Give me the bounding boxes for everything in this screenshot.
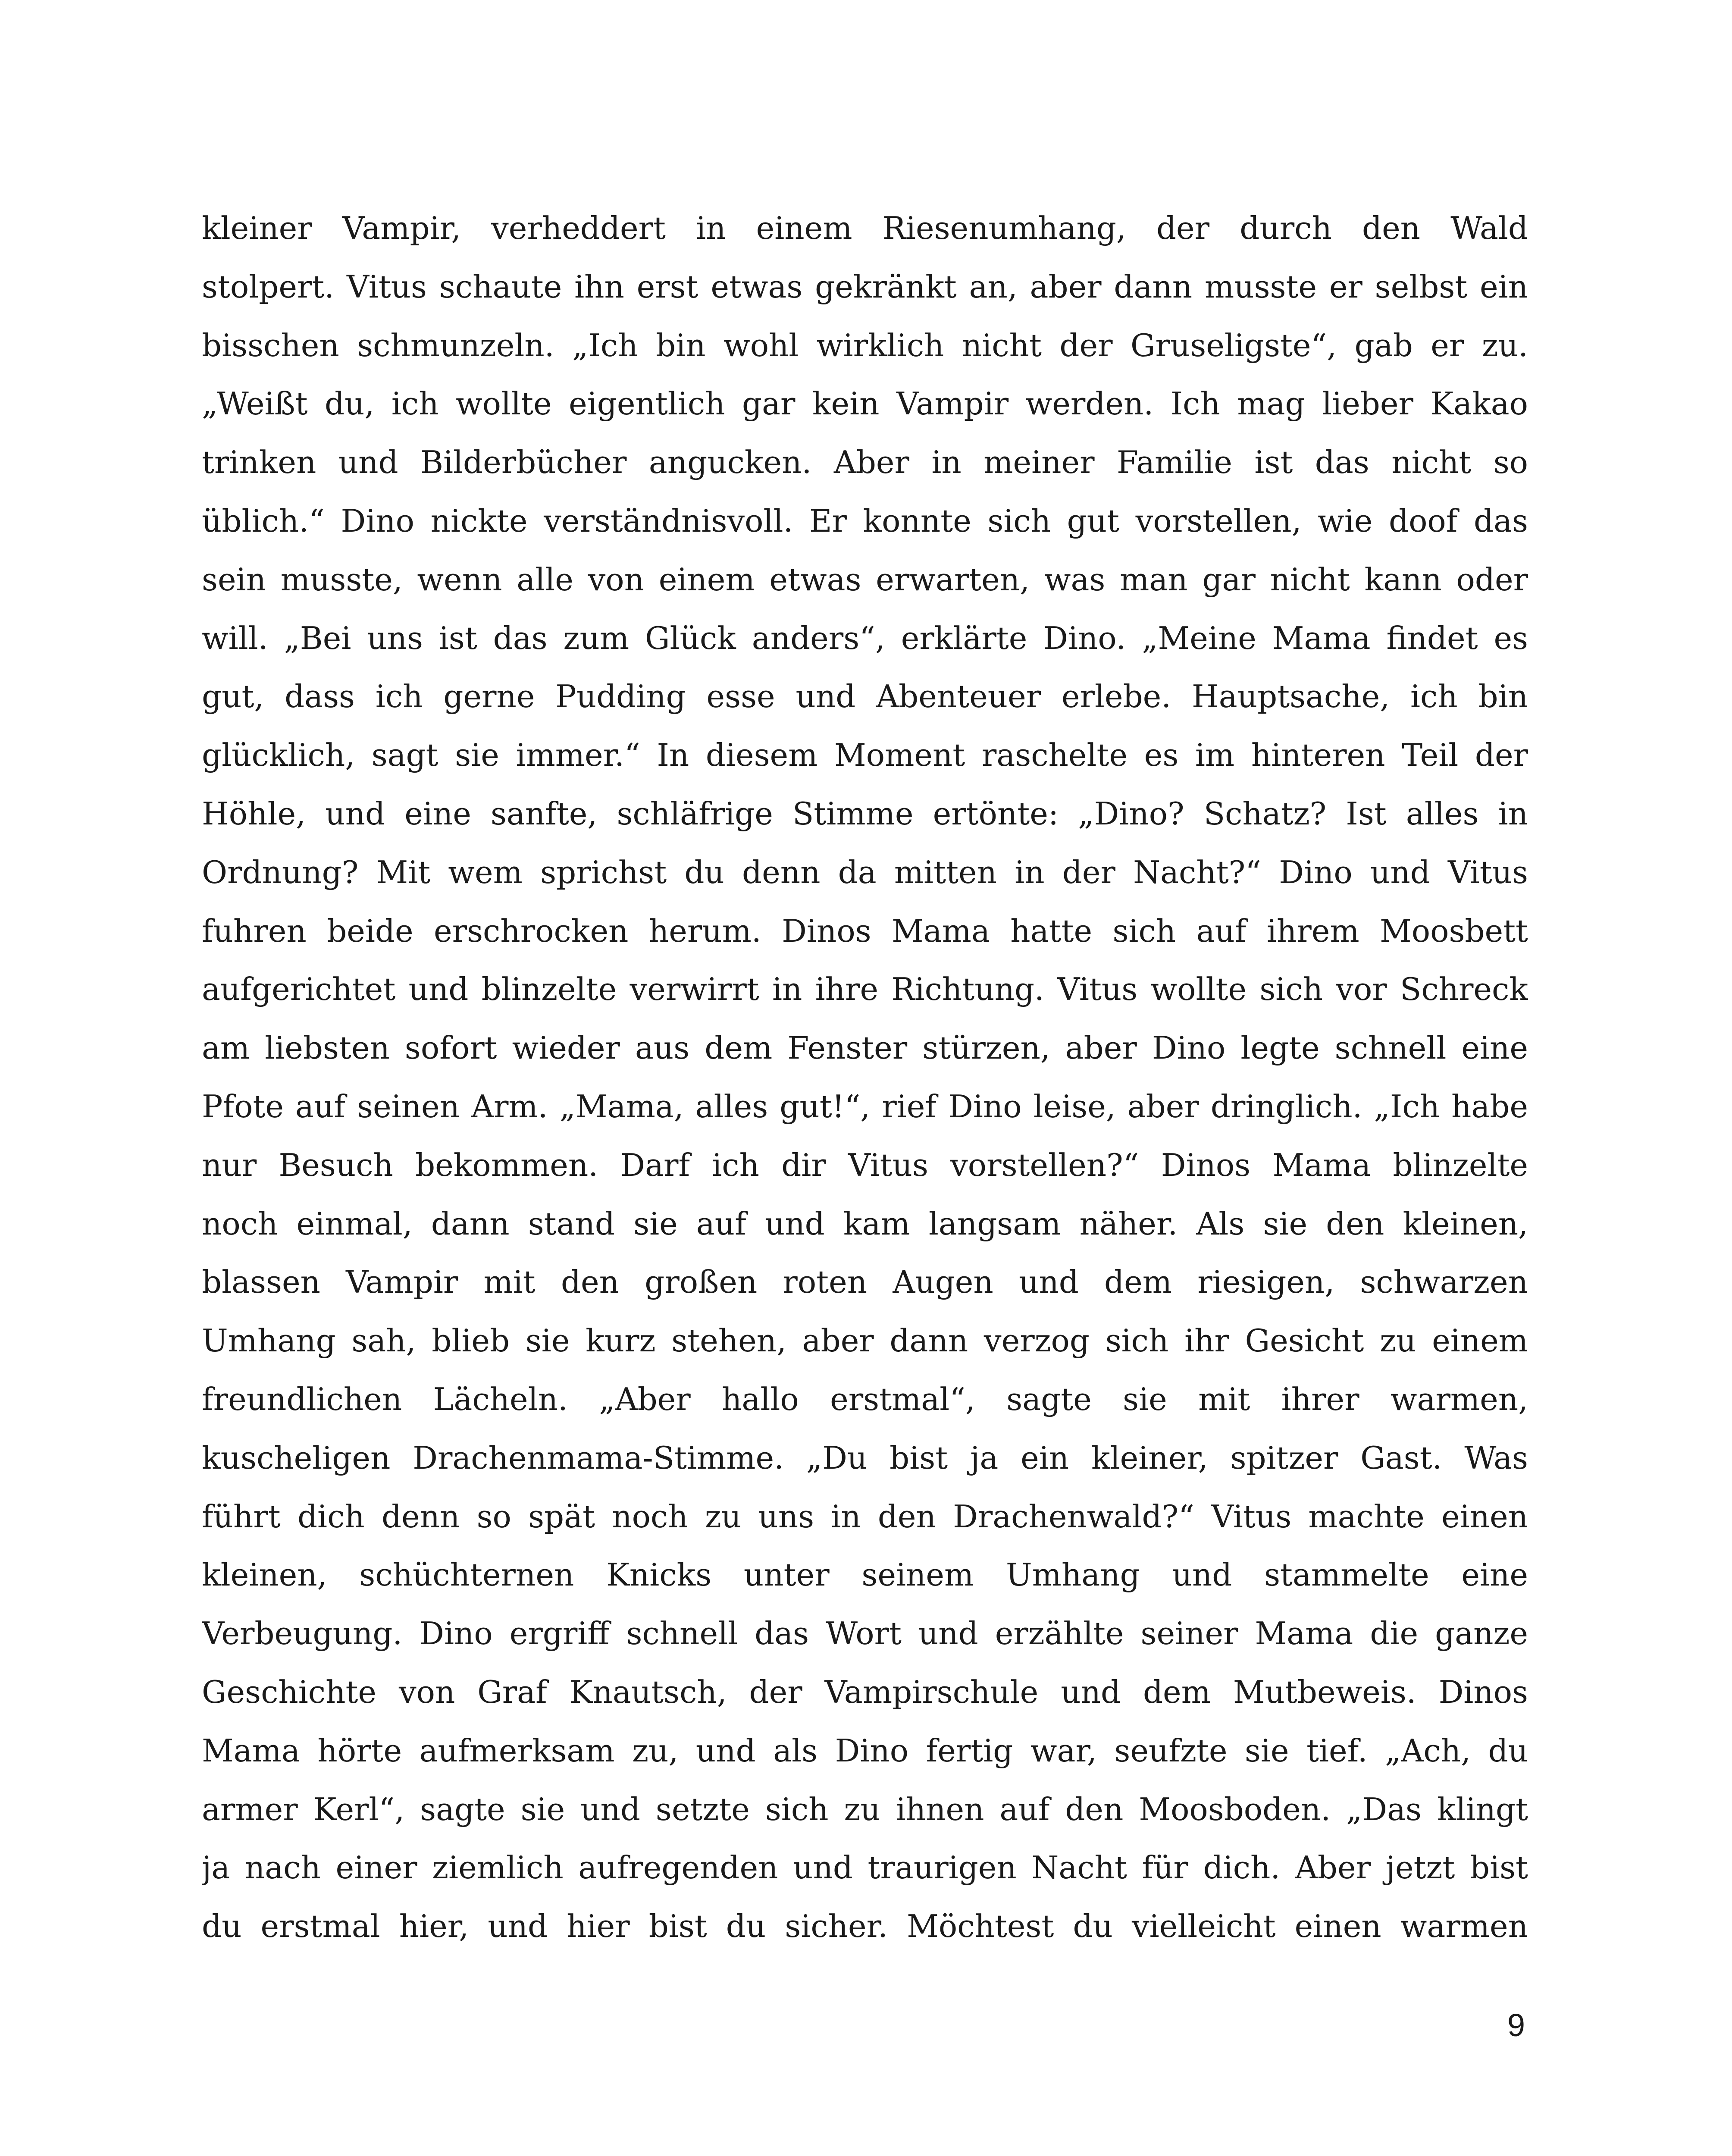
text-line: kleinen, schüchternen Knicks unter seinem Umhang und stammelte eine bbox=[202, 1557, 1528, 1593]
text-line: armer Kerl“, sagte sie und setzte sich zu ihnen auf den Moosboden. „Das klingt bbox=[202, 1791, 1528, 1827]
text-line: Ordnung? Mit wem sprichst du denn da mitten in der Nacht?“ Dino und Vitus bbox=[202, 854, 1528, 890]
text-line: Geschichte von Graf Knautsch, der Vampirschule und dem Mutbeweis. Dinos bbox=[202, 1673, 1528, 1710]
text-line: kleiner Vampir, verheddert in einem Riesenumhang, der durch den Wald bbox=[202, 210, 1528, 246]
text-line: „Weißt du, ich wollte eigentlich gar kein Vampir werden. Ich mag lieber Kakao bbox=[202, 385, 1528, 422]
text-line: blassen Vampir mit den großen roten Augen und dem riesigen, schwarzen bbox=[202, 1264, 1528, 1300]
text-line: trinken und Bilderbücher angucken. Aber in meiner Familie ist das nicht so bbox=[202, 444, 1528, 481]
text-line: noch einmal, dann stand sie auf und kam langsam näher. Als sie den kleinen, bbox=[202, 1205, 1528, 1242]
text-line: stolpert. Vitus schaute ihn erst etwas gekränkt an, aber dann musste er selbst ein bbox=[202, 268, 1528, 305]
text-line: führt dich denn so spät noch zu uns in den Drachenwald?“ Vitus machte einen bbox=[202, 1498, 1528, 1535]
text-line: aufgerichtet und blinzelte verwirrt in ihre Richtung. Vitus wollte sich vor Schreck bbox=[202, 971, 1528, 1008]
text-line: Pfote auf seinen Arm. „Mama, alles gut!“, rief Dino leise, aber dringlich. „Ich habe bbox=[202, 1088, 1528, 1125]
text-line: üblich.“ Dino nickte verständnisvoll. Er konnte sich gut vorstellen, wie doof das bbox=[202, 502, 1528, 539]
text-line: sein musste, wenn alle von einem etwas erwarten, was man gar nicht kann oder bbox=[202, 561, 1528, 598]
text-line: will. „Bei uns ist das zum Glück anders“, erklärte Dino. „Meine Mama findet es bbox=[202, 620, 1528, 656]
text-line: bisschen schmunzeln. „Ich bin wohl wirklich nicht der Gruseligste“, gab er zu. bbox=[202, 327, 1528, 364]
text-line: fuhren beide erschrocken herum. Dinos Mama hatte sich auf ihrem Moosbett bbox=[202, 912, 1528, 949]
text-line: Höhle, und eine sanfte, schläfrige Stimme ertönte: „Dino? Schatz? Ist alles in bbox=[202, 795, 1528, 832]
text-line: am liebsten sofort wieder aus dem Fenster stürzen, aber Dino legte schnell eine bbox=[202, 1030, 1528, 1066]
text-line: freundlichen Lächeln. „Aber hallo erstmal“, sagte sie mit ihrer warmen, bbox=[202, 1381, 1528, 1417]
text-line: Mama hörte aufmerksam zu, und als Dino fertig war, seufzte sie tief. „Ach, du bbox=[202, 1732, 1528, 1769]
text-line: glücklich, sagt sie immer.“ In diesem Moment raschelte es im hinteren Teil der bbox=[202, 737, 1528, 774]
body-text bbox=[202, 199, 1528, 1956]
page-number: 9 bbox=[1507, 2007, 1525, 2043]
text-line: gut, dass ich gerne Pudding esse und Abenteuer erlebe. Hauptsache, ich bin bbox=[202, 678, 1528, 715]
text-line: Umhang sah, blieb sie kurz stehen, aber dann verzog sich ihr Gesicht zu einem bbox=[202, 1322, 1528, 1359]
text-line: kuscheligen Drachenmama-Stimme. „Du bist ja ein kleiner, spitzer Gast. Was bbox=[202, 1439, 1528, 1476]
text-line: ja nach einer ziemlich aufregenden und traurigen Nacht für dich. Aber jetzt bist bbox=[202, 1849, 1528, 1886]
text-line: nur Besuch bekommen. Darf ich dir Vitus vorstellen?“ Dinos Mama blinzelte bbox=[202, 1147, 1528, 1183]
text-line: Verbeugung. Dino ergriff schnell das Wort und erzählte seiner Mama die ganze bbox=[202, 1615, 1528, 1652]
text-line: du erstmal hier, und hier bist du sicher. Möchtest du vielleicht einen warmen bbox=[202, 1908, 1528, 1945]
